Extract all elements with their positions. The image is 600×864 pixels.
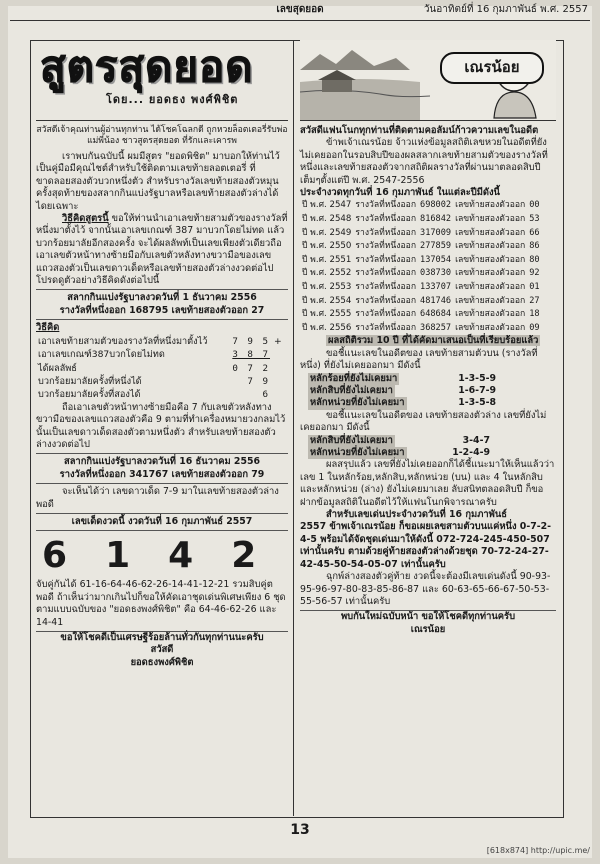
check-draw-result: รางวัลที่หนึ่งออก 341767 เลขท้ายสองตัวออก 79 [59,468,265,480]
left-author: ยอดธงพงศ์พิชิต [130,656,194,668]
stats-cell-year: ปี พ.ศ. 2556 [302,322,352,333]
stats-row [300,295,542,309]
stats-cell-two: 86 [529,241,540,252]
stats-cell-year: ปี พ.ศ. 2555 [302,309,352,320]
stats-cell-mid: รางวัลที่หนึ่งออก [355,309,417,320]
calc-value: 6 [262,389,270,401]
stats-cell-two: 92 [529,268,540,279]
stats-cell-first: 133707 [420,282,452,292]
stats-cell-year: ปี พ.ศ. 2553 [302,282,352,292]
method-text: ขอให้ท่านนำเอาเลขท้ายสามตัวของรางวัลที่หนึ่งมาตั้งไว้ จากนั้นเอาเลขเกณฑ์ 387 มาบวกโดยไม่ทด แล้วบวกร้อยมาลัยอีกสองครั้ง จะได้ผลลัพท์เป็นเลขเพียงตัวเดียวถือเอาเลขตัวหน้าทางซ้ายมือกับเลขตัวหลังทางขวามือของเลขแถวสองตัวเป็นเลขดาวเด็ดหรือเลขท้ายสองตัวล่างงวดต่อไป โปรดดูตัวอย่างวิธีคิดดังต่อไปนี้ [36,213,288,287]
stats-row [300,322,542,336]
lucky-digit: 1 [105,535,131,577]
calc-row [36,348,284,361]
stats-cell-first: 816842 [420,214,452,225]
method-title: วิธีคิดสูตรนี้ [62,213,109,225]
stats-cell-first: 277859 [420,241,452,252]
stats-cell-mid: รางวัลที่หนึ่งออก [355,214,417,225]
stats-cell-tail: เลขท้ายสองตัวออก [455,200,526,211]
watermark: [618x874] http://upic.me/ [486,846,590,855]
stats-cell-year: ปี พ.ศ. 2554 [302,295,352,306]
two-digit-intro: ขอชี้แนะเลขในอดีตของ เลขท้ายสองตัวล่าง เลขที่ยังไม่เคยออกมา มีดังนี้ [300,409,547,434]
right-author: เณรน้อย [410,623,446,635]
stats-cell-two: 18 [529,309,540,320]
next-draw-header [36,513,288,531]
stats-row [300,254,542,268]
greeting: สวัสดีเจ้าคุณท่านผู้อ่านทุกท่าน ได้โชคโฉลกดี ถูกหวยล็อตเตอรี่รับพ่อแม่พี่น้อง ชาวสูตรสุดยอด ที่รักและเคารพ [36,125,288,146]
right-closing: พบกันใหม่ฉบับหน้า ขอให้โชคดีทุกท่านครับ [340,611,516,623]
check-header [36,453,288,484]
stats-cell-two: 80 [529,254,540,265]
three-digit-intro: ขอชี้แนะเลขในอดีตของ เลขท้ายสามตัวบน (รางวัลที่หนึ่ง) ที่ยังไม่เคยออกมา มีดังนี้ [300,347,538,372]
issue-date: วันอาทิตย์ที่ 16 กุมภาพันธ์ พ.ศ. 2557 [423,4,588,15]
stats-summary: ผลสถิติรวม 10 ปี ที่ได้คัดมาเสนอเป็นที่เรียบร้อยแล้ว [328,335,539,347]
calc-label: เอาเลขเกณฑ์387บวกโดยไม่ทด [38,349,165,361]
stats-cell-mid: รางวัลที่หนึ่งออก [355,241,417,252]
left-signoff [36,631,288,669]
stats-cell-year: ปี พ.ศ. 2551 [302,254,352,265]
calc-row [36,388,284,401]
stats-row [300,227,542,241]
stats-cell-mid: รางวัลที่หนึ่งออก [355,295,417,306]
calculation-table [36,335,284,402]
stats-cell-tail: เลขท้ายสองตัวออก [455,227,526,238]
left-closing: ขอให้โชคดีเป็นเศรษฐีร้อยล้านทั่วกันทุกท่านนะครับ [60,632,264,643]
stats-row [300,308,542,322]
stats-cell-mid: รางวัลที่หนึ่งออก [355,268,417,279]
stats-cell-mid: รางวัลที่หนึ่งออก [355,254,417,265]
three-digit-label: หลักร้อยที่ยังไม่เคยมา [310,372,398,384]
featured-numbers: 2557 ข้าพเจ้าเณรน้อย ก็ขอเผยเลขสามตัวบนแค่หนึ่ง 0-7-2-4-5 พร้อมได้จัดชุดเด่นมาให้ดังนี้ 072-724-245-450-507 เท่านั้นครับ ตามด้วยคู่ท้ายสองตัวล่างด้วยชุด 70-72-24-27-42-45-50-54-05-07 เท่านั้นครับ [300,521,552,570]
calc-explanation: ถือเอาเลขตัวหน้าทางซ้ายมือคือ 7 กับเลขตัวหลังทางขวามือของเลขแถวสองตัวคือ 9 ตามที่ทำเครื่องหมายวงกลมไว้นั้นเป็นเลขดาวเด็ดสองตัวตามหนึ่งตัว สำหรับเลขท้ายสองตัวล่างงวดต่อไป [36,401,286,450]
stats-cell-first: 698002 [420,200,452,211]
two-digit-label: หลักสิบที่ยังไม่เคยมา [310,434,393,446]
right-headline: สวัสดีแฟนโนกทุกท่านที่ติดตามคอลัมน์ก้าวความเลขในอดีต [300,125,539,136]
stats-cell-two: 00 [529,200,540,211]
two-digit-label: หลักหน่วยที่ยังไม่เคยมา [310,447,405,459]
conclusion-text: ผลสรุปแล้ว เลขที่ยังไม่เคยออกก็ได้ชี้แนะมาให้เห็นแล้วว่าเลข 1 ในหลักร้อย,หลักสิบ,หลักหน่วย (บน) และ 4 ในหลักสิบและหลักหน่วย (ล่าง) ยังไม่เคยมาเลย ลับสนิทตลอดสิบปี ก็ขอฝากข้อมูลสถิติในอดีตไว้ให้แฟนโนกพิจารณาครับ [300,459,555,508]
stats-cell-tail: เลขท้ายสองตัวออก [455,254,526,265]
two-digit-value: 3-4-7 [462,434,490,446]
two-digit-value: 1-2-4-9 [452,447,490,459]
column-divider [293,40,294,816]
calc-label: เอาเลขท้ายสามตัวของรางวัลที่หนึ่งมาตั้งไว้ [38,335,208,347]
stats-cell-mid: รางวัลที่หนึ่งออก [355,227,417,238]
featured-title: สำหรับเลขเด่นประจำงวดวันที่ 16 กุมภาพันธ์ [326,509,507,521]
lucky-digit: 4 [168,535,194,577]
lucky-digit: 2 [231,535,257,577]
example-draw-result: รางวัลที่หนึ่งออก 168795 เลขท้ายสองตัวออก 27 [59,304,265,316]
stats-cell-first: 137054 [420,254,452,265]
three-digit-value: 1-3-5-8 [458,397,496,409]
three-digit-value: 1-6-7-9 [458,385,496,396]
stats-cell-year: ปี พ.ศ. 2547 [302,200,352,211]
right-signoff [300,610,556,636]
intro-text: เราพบกันฉบับนี้ ผมมีสูตร "ยอดพิชิต" มาบอกให้ท่านไว้เป็นคู่มือมีคุณไชต์สำหรับใช้ติดตามเลขท้ายลอตเตอรี่ ที่ขาดลอยสองตัวบวกหนึ่งตัว สำหรับรางวัลเลขท้ายสองตัวหมุนครั้งสุดท้ายของสลากกินแบ่งรัฐบาลหรือเลขท้ายสองตัวล่างได้ไดยเฉพาะ [36,151,280,212]
two-digit-row [300,447,556,459]
stats-cell-mid: รางวัลที่หนึ่งออก [355,282,417,292]
stats-cell-tail: เลขท้ายสองตัวออก [455,295,526,306]
stats-cell-year: ปี พ.ศ. 2552 [302,268,352,279]
stats-cell-two: 01 [529,282,540,292]
column-logo: สูตรสุดยอด [40,42,254,91]
stats-cell-tail: เลขท้ายสองตัวออก [455,322,526,333]
right-column [300,40,556,636]
three-digit-list [300,373,556,410]
next-draw-title: เลขเด็ดงวดนี้ งวดวันที่ 16 กุมภาพันธ์ 2557 [71,515,253,527]
three-digit-row [300,385,556,397]
calc-row [36,375,284,388]
check-text: จะเห็นได้ว่า เลขดาวเด็ด 7-9 มาในเลขท้ายสองตัวล่างพอดี [36,486,279,510]
logo-banner [36,40,288,121]
stats-cell-year: ปี พ.ศ. 2549 [302,227,352,238]
pairs-label: จับคู่กันได้ [36,579,77,591]
left-sign-greeting: สวัสดี [150,644,174,656]
pairs-text: 61-16-64-46-62-26-14-41-12-21 รวมสิบคู่ตพอดี ถ้าเห็นว่ามากเกินไปก็ขอให้คัดเอาชุดเด่นพิเศษเพียง 6 ชุด ตามแบบฉบับของ "ยอดธงพงศ์พิชิต" คือ 64-46-62-26 และ 14-41 [36,579,286,628]
stats-cell-two: 09 [529,322,540,333]
check-draw-title: สลากกินแบ่งรัฐบาลงวดวันที่ 16 ธันวาคม 2556 [63,456,261,468]
stats-cell-first: 038730 [420,268,452,279]
three-digit-row [300,397,556,409]
calc-label: ได้ผลลัพธ์ [38,362,77,374]
stats-cell-tail: เลขท้ายสองตัวออก [455,309,526,320]
stats-row [300,213,542,227]
stats-cell-first: 368257 [420,322,452,333]
calc-label: บวกร้อยมาลัยครั้งที่หนึ่งได้ [38,375,142,387]
stats-cell-tail: เลขท้ายสองตัวออก [455,214,526,225]
column-brand: เณรน้อย [440,52,544,84]
stats-cell-mid: รางวัลที่หนึ่งออก [355,200,417,211]
three-digit-row [300,373,556,385]
two-digit-row [300,435,556,447]
calc-value: 3 8 7 [232,349,270,361]
stats-cell-two: 53 [529,214,540,225]
stats-cell-two: 27 [529,295,540,306]
three-digit-label: หลักสิบที่ยังไม่เคยมา [310,385,393,396]
stats-row [300,267,542,281]
example-draw-title: สลากกินแบ่งรัฐบาลงวดวันที่ 1 ธันวาคม 2556 [67,292,257,304]
three-digit-label: หลักหน่วยที่ยังไม่เคยมา [310,397,405,409]
stats-cell-tail: เลขท้ายสองตัวออก [455,268,526,279]
stats-cell-first: 481746 [420,295,452,306]
lucky-digits [36,533,288,579]
example-label: วิธีคิด [36,322,60,334]
two-digit-list [300,435,556,460]
publication-name: เลขสุดยอด [276,4,324,15]
header-rule [10,20,590,21]
calc-row [36,362,284,375]
three-digit-value: 1-3-5-9 [458,372,496,384]
bottom-pairs-text: ฉุกพ์ล่างสองตัวคู่ท้าย งวดนี้จะต้องมีเลขเด่นดังนี้ 90-93-95-96-97-80-83-85-86-87 และ 60-63-65-66-67-50-53-55-56-57 เท่านั้นครับ [300,571,551,607]
calc-label: บวกร้อยมาลัยครั้งที่สองได้ [38,389,141,401]
stats-cell-first: 317009 [420,227,452,238]
illustration-banner [300,40,556,121]
byline: โดย... ยอดธง พงศ์พิชิต [106,93,239,106]
stats-row [300,199,542,213]
page-number: 13 [290,822,310,838]
stats-row [300,240,542,254]
stats-table [300,199,542,335]
calc-op: + [274,335,282,347]
example-header [36,289,288,320]
stats-title: ประจำงวดทุกวันที่ 16 กุมภาพันธ์ ในแต่ละปีมีดังนี้ [300,187,500,199]
calc-value: 0 7 2 [232,362,270,374]
stats-cell-tail: เลขท้ายสองตัวออก [455,282,526,292]
stats-cell-tail: เลขท้ายสองตัวออก [455,241,526,252]
stats-cell-two: 66 [529,227,540,238]
right-intro: ข้าพเจ้าเณรน้อย จ้าวแห่งข้อมูลสถิติเลขหวยในอดีตที่ยังไม่เคยออกในรอบสิบปีของผลสลากเลขท้ายสามตัวของรางวัลที่หนึ่งและเลขท้ายสองตัวจากสถิติผลรางวัลที่ผ่านมาตลอดสิบปีเต็มๆตั้งแต่ปี พ.ศ. 2547-2556 [300,137,548,186]
stats-cell-mid: รางวัลที่หนึ่งออก [355,322,417,333]
stats-cell-first: 648684 [420,309,452,320]
stats-row [300,281,542,295]
stats-cell-year: ปี พ.ศ. 2550 [302,241,352,252]
calc-row [36,335,284,348]
lucky-digit: 6 [42,535,68,577]
calc-value: 7 9 5 [232,335,270,347]
stats-cell-year: ปี พ.ศ. 2548 [302,214,352,225]
calc-value: 7 9 [247,375,270,387]
left-column [36,40,288,669]
